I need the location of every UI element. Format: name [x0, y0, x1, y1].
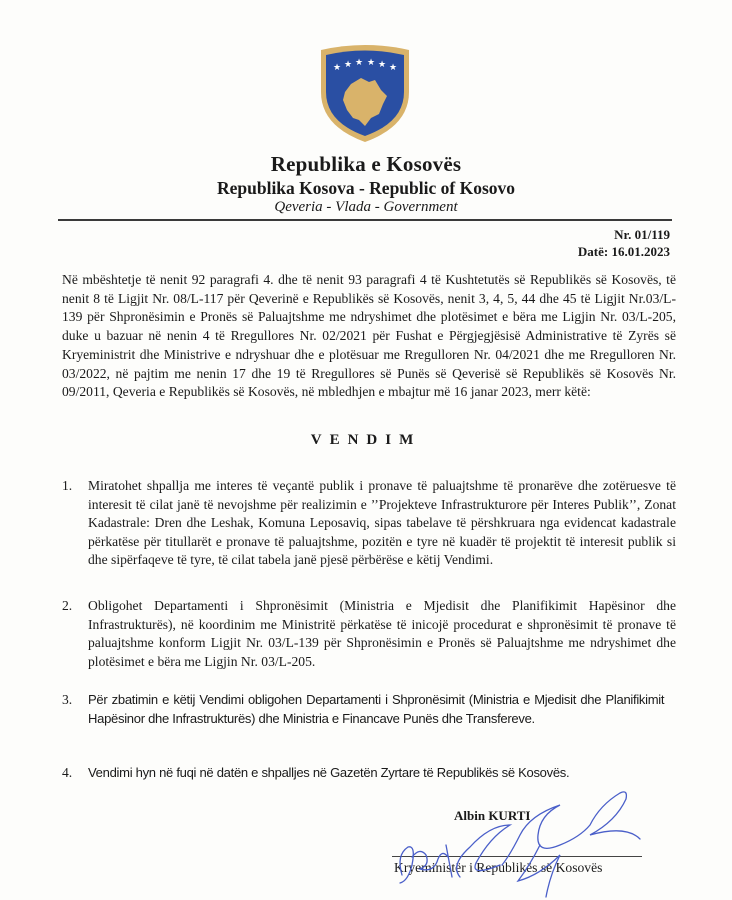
decision-item [62, 477, 676, 570]
header-republic-albanian: Republika e Kosovës [270, 152, 462, 176]
decision-item [62, 691, 676, 728]
header-government: Qeveria - Vlada - Government [274, 199, 458, 215]
kosovo-coat-of-arms-icon [313, 40, 417, 144]
handwritten-signature [390, 785, 650, 900]
signer-name: Albin KURTI [454, 808, 531, 823]
header-republic-multilingual: Republika Kosova - Republic of Kosovo [216, 178, 516, 198]
svg-text:★: ★ [366, 58, 376, 68]
reference-block [578, 226, 670, 260]
header-divider [58, 219, 672, 221]
svg-text:★: ★ [354, 58, 364, 68]
svg-text:★: ★ [388, 63, 398, 73]
signer-role: Kryeministër i Republikës së Kosovës [394, 860, 603, 875]
decision-title: VENDIM [310, 432, 422, 448]
reference-date: Datë: 16.01.2023 [577, 244, 670, 259]
svg-text:★: ★ [343, 60, 353, 70]
signature-line [392, 856, 642, 857]
item-text: Për zbatimin e këtij Vendimi obligohen Departamenti i Shpronësimit (Ministria e Mjedisit dhe Planifikimit Hapësinor dhe Infrastrukturës) dhe Ministria e Financave Punës dhe Transfereve. [88, 692, 665, 726]
preamble-paragraph: Në mbështetje të nenit 92 paragrafi 4. dhe të nenit 93 paragrafi 4 të Kushtetutës së Republikës së Kosovës, të nenit 8 të Ligjit Nr. 08/L-117 për Qeverinë e Republikës së Kosovës, nenit 3, 4, 5, 44 dhe 45 të Ligjit Nr.03/L-139 për Shpronësimin e Pronës së Paluajtshme me ndryshimet dhe plotësimet e bëra me Ligjin Nr. 03/L-205, duke u bazuar në nenin 4 të Rregullores Nr. 02/2021 për Fushat e Përgjegjësisë Administrative të Zyrës së Kryeministrit dhe Ministrive e ndryshuar dhe e plotësuar me Rregulloren Nr. 04/2021 dhe me Rregulloren Nr. 03/2022, në pajtim me nenin 17 dhe 19 të Rregullores së Punës së Qeverisë së Republikës së Kosovës Nr. 09/2011, Qeveria e Republikës së Kosovës, në mbledhjen e mbajtur më 16 janar 2023, merr këtë: [62, 272, 676, 400]
item-number: 2. [62, 598, 73, 613]
item-text: Miratohet shpallja me interes të veçantë publik i pronave të paluajtshme të pronarëve dhe zotëruesve të interesit të cilat janë të nevojshme për realizimin e ’’Projekteve Infrastrukturore për Interes Publik’’, Zonat Kadastrale: Dren dhe Leshak, Komuna Leposaviq, sipas tabelave të përshkruara nga evidencat kadastrale përkatëse për titullarët e pronave të paluajtshme, pozitën e tyre në kuadër të projektit të interesit publik si dhe sipërfaqeve të tyre, të cilat tabela janë pjesë përbërëse e këtij Vendimi. [88, 478, 676, 568]
item-number: 1. [62, 478, 73, 493]
decision-item [62, 764, 676, 783]
svg-text:★: ★ [332, 63, 342, 73]
item-text: Vendimi hyn në fuqi në datën e shpalljes në Gazetën Zyrtare të Republikës së Kosovës. [88, 765, 570, 780]
item-number: 3. [62, 692, 73, 707]
svg-text:★: ★ [377, 60, 387, 70]
reference-number: Nr. 01/119 [614, 227, 670, 242]
decision-item [62, 597, 676, 671]
item-number: 4. [62, 765, 73, 780]
item-text: Obligohet Departamenti i Shpronësimit (Ministria e Mjedisit dhe Planifikimit Hapësinor dhe Infrastrukturës), në koordinim me Ministritë përkatëse të inicojë procedurat e shpronësimit të pronave të paluajtshme konform Ligjit Nr. 03/L-139 për Shpronësimin e Pronës së Paluajtshme me ndryshimet dhe plotësimet e bëra me Ligjin Nr. 03/L-205. [88, 598, 676, 669]
